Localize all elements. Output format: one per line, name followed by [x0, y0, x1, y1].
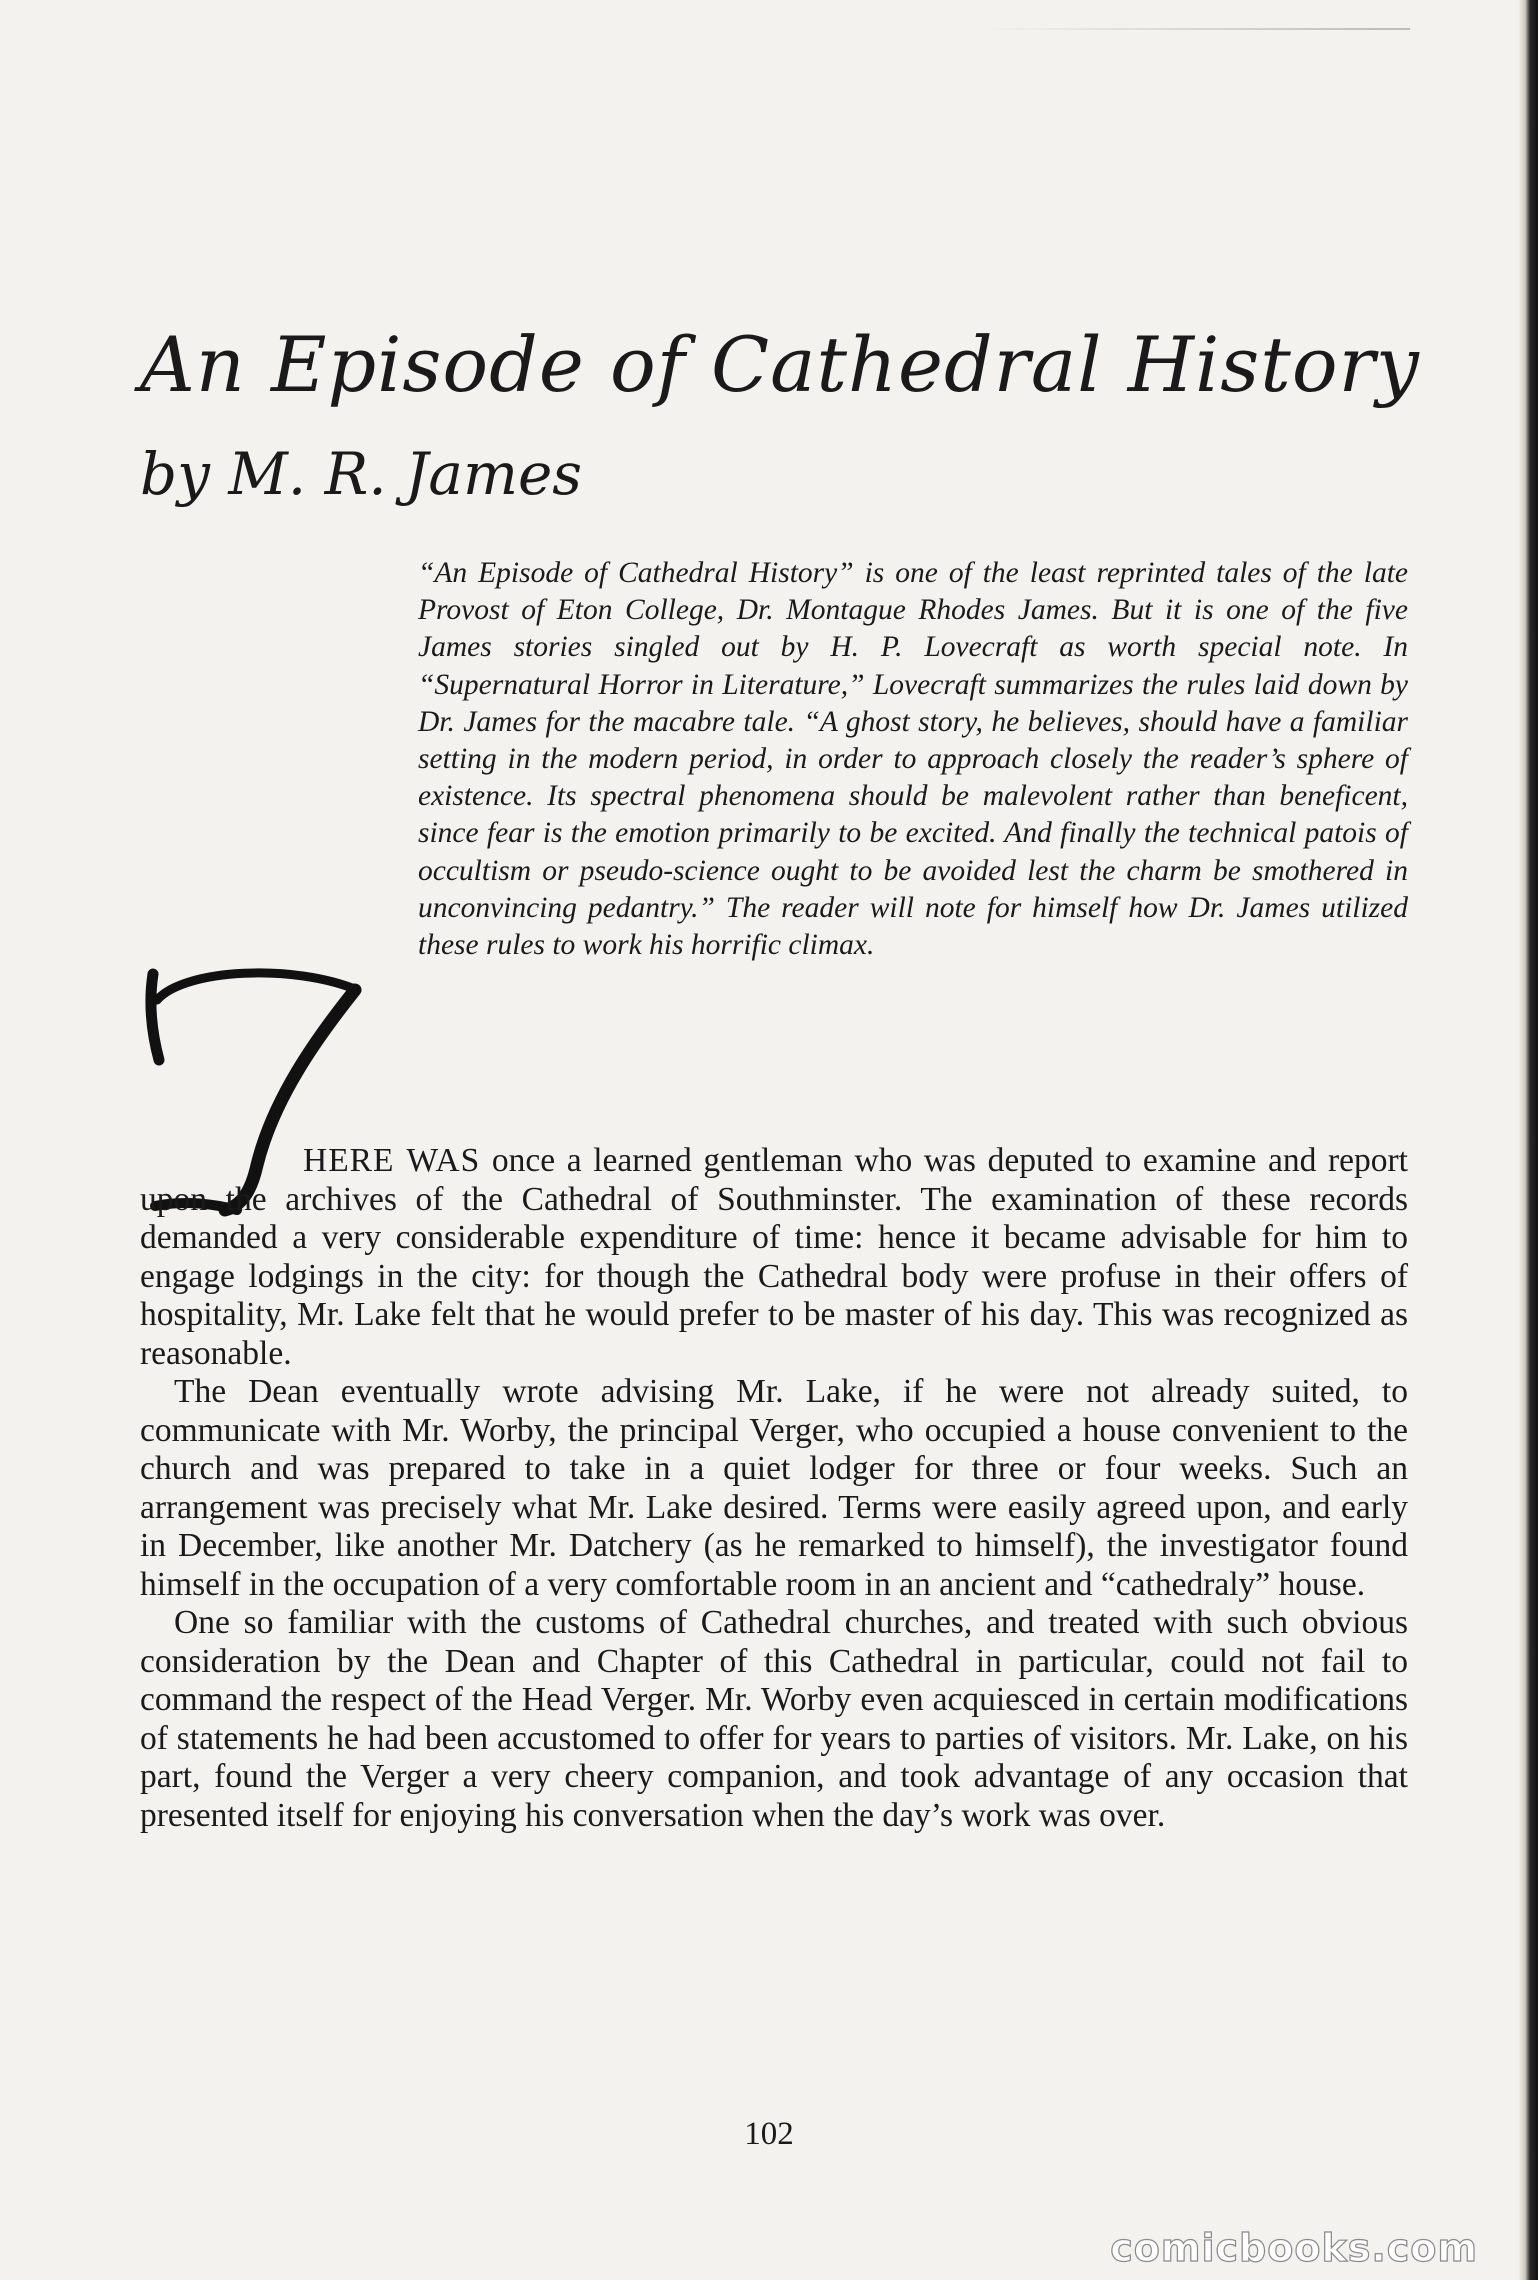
- story-body: [140, 1142, 1408, 1835]
- paragraph-1-text: once a learned gentleman who was deputed to examine and report upon the archives of the Cathedral of Southminster. The examination of these records demanded a very considerable expenditure of time: hence it became advisable for him to engage lodgings in the city: for though the Cathedral body were profuse in their offers of hospitality, Mr. Lake felt that he would prefer to be master of his day. This was recognized as reasonable.: [140, 1142, 1408, 1372]
- editorial-introduction: “An Episode of Cathedral History” is one of the least reprinted tales of the late Provost of Eton College, Dr. Montague Rhodes James. But it is one of the five James stories singled out by H. P. Lovecraft as worth special note. In “Supernatural Horror in Literature,” Lovecraft summarizes the rules laid down by Dr. James for the macabre tale. “A ghost story, he believes, should have a familiar setting in the modern period, in order to approach closely the reader’s sphere of existence. Its spectral phenomena should be malevolent rather than beneficent, since fear is the emotion primarily to be excited. And finally the technical patois of occultism or pseudo-science ought to be avoided lest the charm be smothered in unconvincing pedantry.” The reader will note for himself how Dr. James utilized these rules to work his horrific climax.: [418, 557, 1408, 962]
- paragraph-2: The Dean eventually wrote advising Mr. Lake, if he were not already suited, to communicate with Mr. Worby, the principal Verger, who occupied a house convenient to the church and was prepared to take in a quiet lodger for three or four weeks. Such an arrangement was precisely what Mr. Lake desired. Terms were easily agreed upon, and early in December, like another Mr. Datchery (as he remarked to himself), the investigator found himself in the occupation of a very comfortable room in an ancient and “cathedraly” house.: [140, 1373, 1408, 1603]
- opening-small-caps: HERE WAS: [303, 1142, 481, 1179]
- page-edge-shadow: [1518, 0, 1538, 2280]
- paragraph-1: [140, 1142, 1408, 1373]
- page-number: 102: [744, 2116, 794, 2152]
- scan-artifact-rule: [980, 28, 1410, 30]
- watermark-logo: comicbooks.com: [1110, 2226, 1478, 2270]
- author-byline: by M. R. James: [140, 440, 583, 508]
- story-title: An Episode of Cathedral History: [140, 320, 1420, 409]
- paragraph-3: One so familiar with the customs of Cathedral churches, and treated with such obvious consideration by the Dean and Chapter of this Cathedral in particular, could not fail to command the respect of the Head Verger. Mr. Worby even acquiesced in certain modifications of statements he had been accustomed to offer for years to parties of visitors. Mr. Lake, on his part, found the Verger a very cheery companion, and took advantage of any occasion that presented itself for enjoying his conversation when the day’s work was over.: [140, 1604, 1408, 1834]
